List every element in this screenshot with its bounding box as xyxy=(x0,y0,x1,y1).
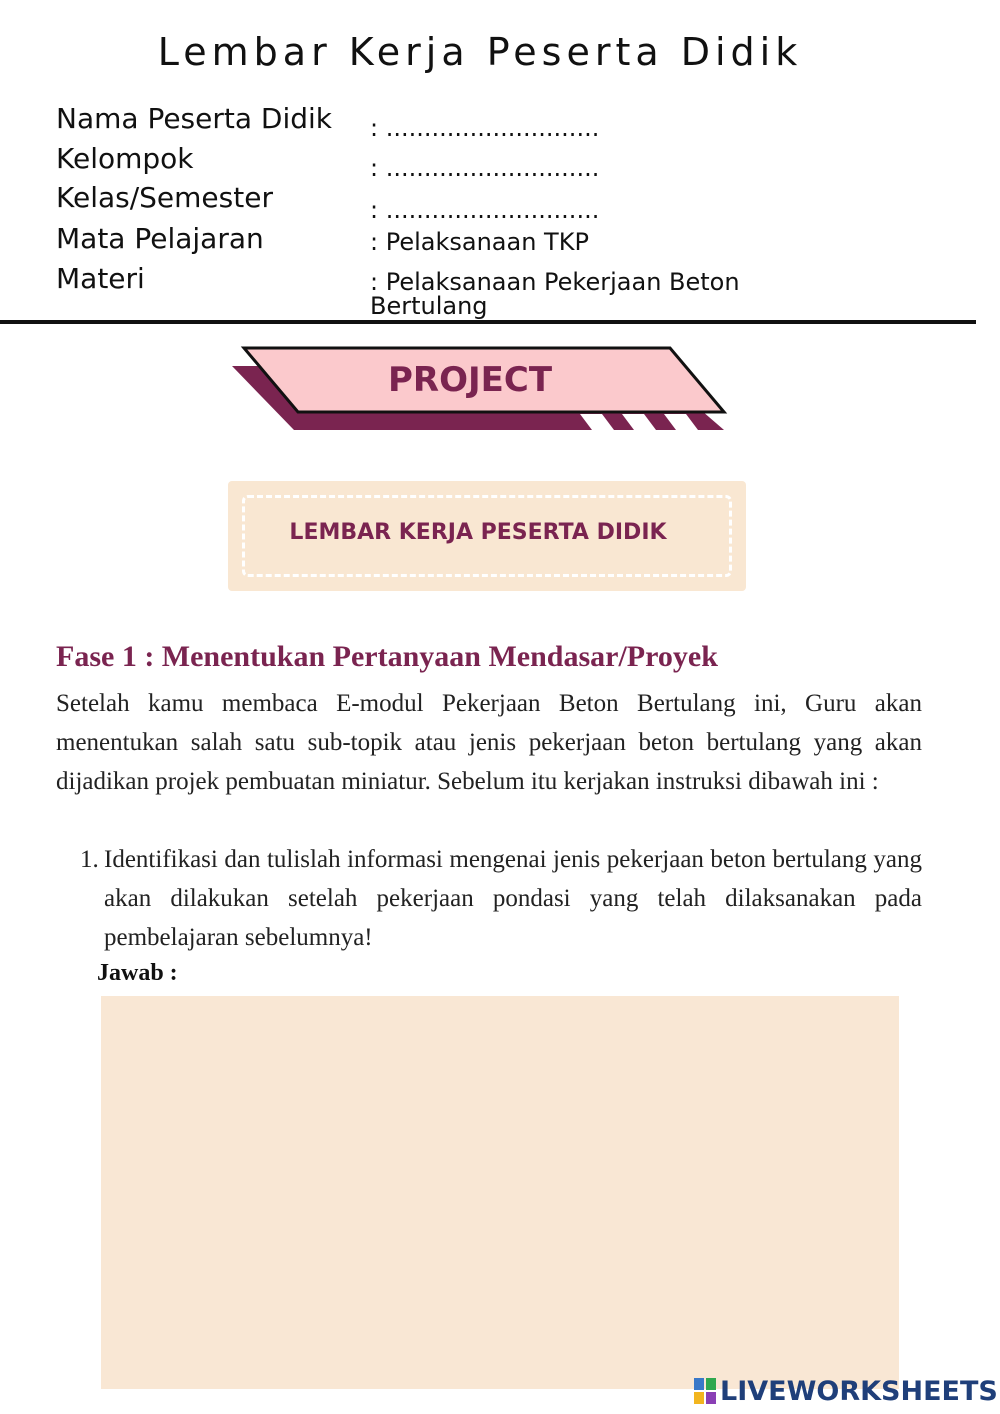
info-label-kelas: Kelas/Semester xyxy=(56,181,273,214)
info-label-mapel: Mata Pelajaran xyxy=(56,222,264,255)
info-value-kelompok: : ............................ xyxy=(370,154,600,182)
info-label-nama: Nama Peserta Didik xyxy=(56,102,333,135)
worksheet-tag-label: LEMBAR KERJA PESERTA DIDIK xyxy=(289,520,667,545)
phase-paragraph: Setelah kamu membaca E-modul Pekerjaan Beton Bertulang ini, Guru akan menentukan salah satu sub-topik atau jenis pekerjaan beton bertulang yang akan dijadikan projek pembuatan miniatur. Sebelum itu kerjakan instruksi dibawah ini : xyxy=(56,690,922,795)
liveworksheets-logo xyxy=(694,1374,998,1408)
info-value-nama: : ............................ xyxy=(370,114,600,142)
info-value-kelas: : ............................ xyxy=(370,196,600,224)
liveworksheets-logo-text: LIVEWORKSHEETS xyxy=(720,1375,998,1407)
page-title: Lembar Kerja Peserta Didik xyxy=(157,30,803,74)
phase-title: Fase 1 : Menentukan Pertanyaan Mendasar/Proyek xyxy=(56,640,718,673)
liveworksheets-logo-icon xyxy=(694,1378,716,1404)
header-divider xyxy=(0,320,976,324)
banner-label: PROJECT xyxy=(387,360,553,400)
answer-field[interactable] xyxy=(101,996,899,1389)
answer-label: Jawab : xyxy=(97,960,178,986)
info-label-materi: Materi xyxy=(56,262,145,295)
info-value-materi: : Pelaksanaan Pekerjaan Beton Bertulang xyxy=(370,268,740,320)
list-item-number: 1. xyxy=(80,846,99,873)
info-label-kelompok: Kelompok xyxy=(56,142,194,175)
list-item: Identifikasi dan tulislah informasi mengenai jenis pekerjaan beton bertulang yang akan dilakukan setelah pekerjaan pondasi yang telah dilaksanakan pada pembelajaran sebelumnya! xyxy=(104,846,922,951)
info-value-mapel: : Pelaksanaan TKP xyxy=(370,228,589,256)
